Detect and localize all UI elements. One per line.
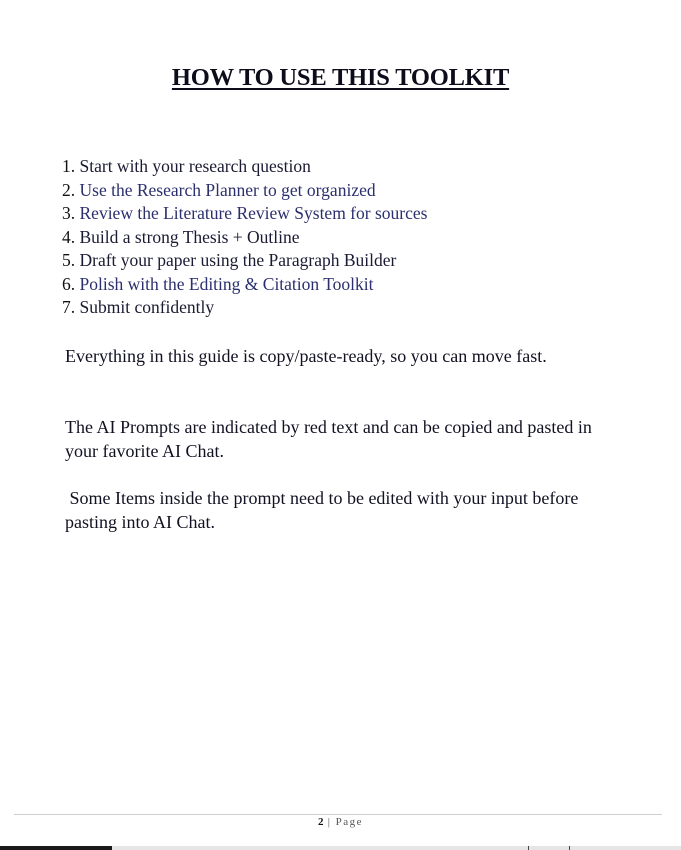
steps-list [62,155,642,320]
step-text: Submit confidently [79,297,215,317]
step-number: 1. [62,156,76,176]
paragraph-edit-items: Some Items inside the prompt need to be edited with your input before pasting into AI Chat. [65,488,583,532]
list-item [62,273,642,297]
footer-divider [14,814,662,815]
step-number: 7. [62,297,76,317]
paragraph-ai-prompts: The AI Prompts are indicated by red text and can be copied and pasted in your favorite AI Chat. [65,417,592,461]
step-number: 5. [62,250,76,270]
ruler-tick [569,846,570,850]
list-item [62,249,642,273]
step-text: Start with your research question [79,156,311,176]
horizontal-scrollbar[interactable] [0,846,681,850]
step-text: Build a strong Thesis + Outline [79,226,300,247]
list-item [62,179,642,203]
step-text: Polish with the Editing & Citation Toolkit [79,273,374,294]
page-footer [0,816,681,828]
step-number: 3. [62,203,76,223]
list-item [62,296,642,320]
list-item [62,226,642,250]
scrollbar-thumb[interactable] [0,846,112,850]
list-item [62,155,642,179]
page-number: 2 [317,816,324,828]
step-number: 2. [62,179,76,200]
ruler-tick [528,846,529,850]
step-text: Draft your paper using the Paragraph Builder [79,250,397,270]
step-number: 4. [62,226,76,247]
footer-separator: | [323,816,336,828]
page-title: HOW TO USE THIS TOOLKIT [171,64,510,91]
list-item [62,202,642,226]
step-text: Use the Research Planner to get organized [79,179,376,200]
step-text: Review the Literature Review System for sources [79,203,428,223]
step-number: 6. [62,273,76,294]
paragraph-copy-paste: Everything in this guide is copy/paste-ready, so you can move fast. [65,346,547,366]
page-label: Page [335,816,364,828]
